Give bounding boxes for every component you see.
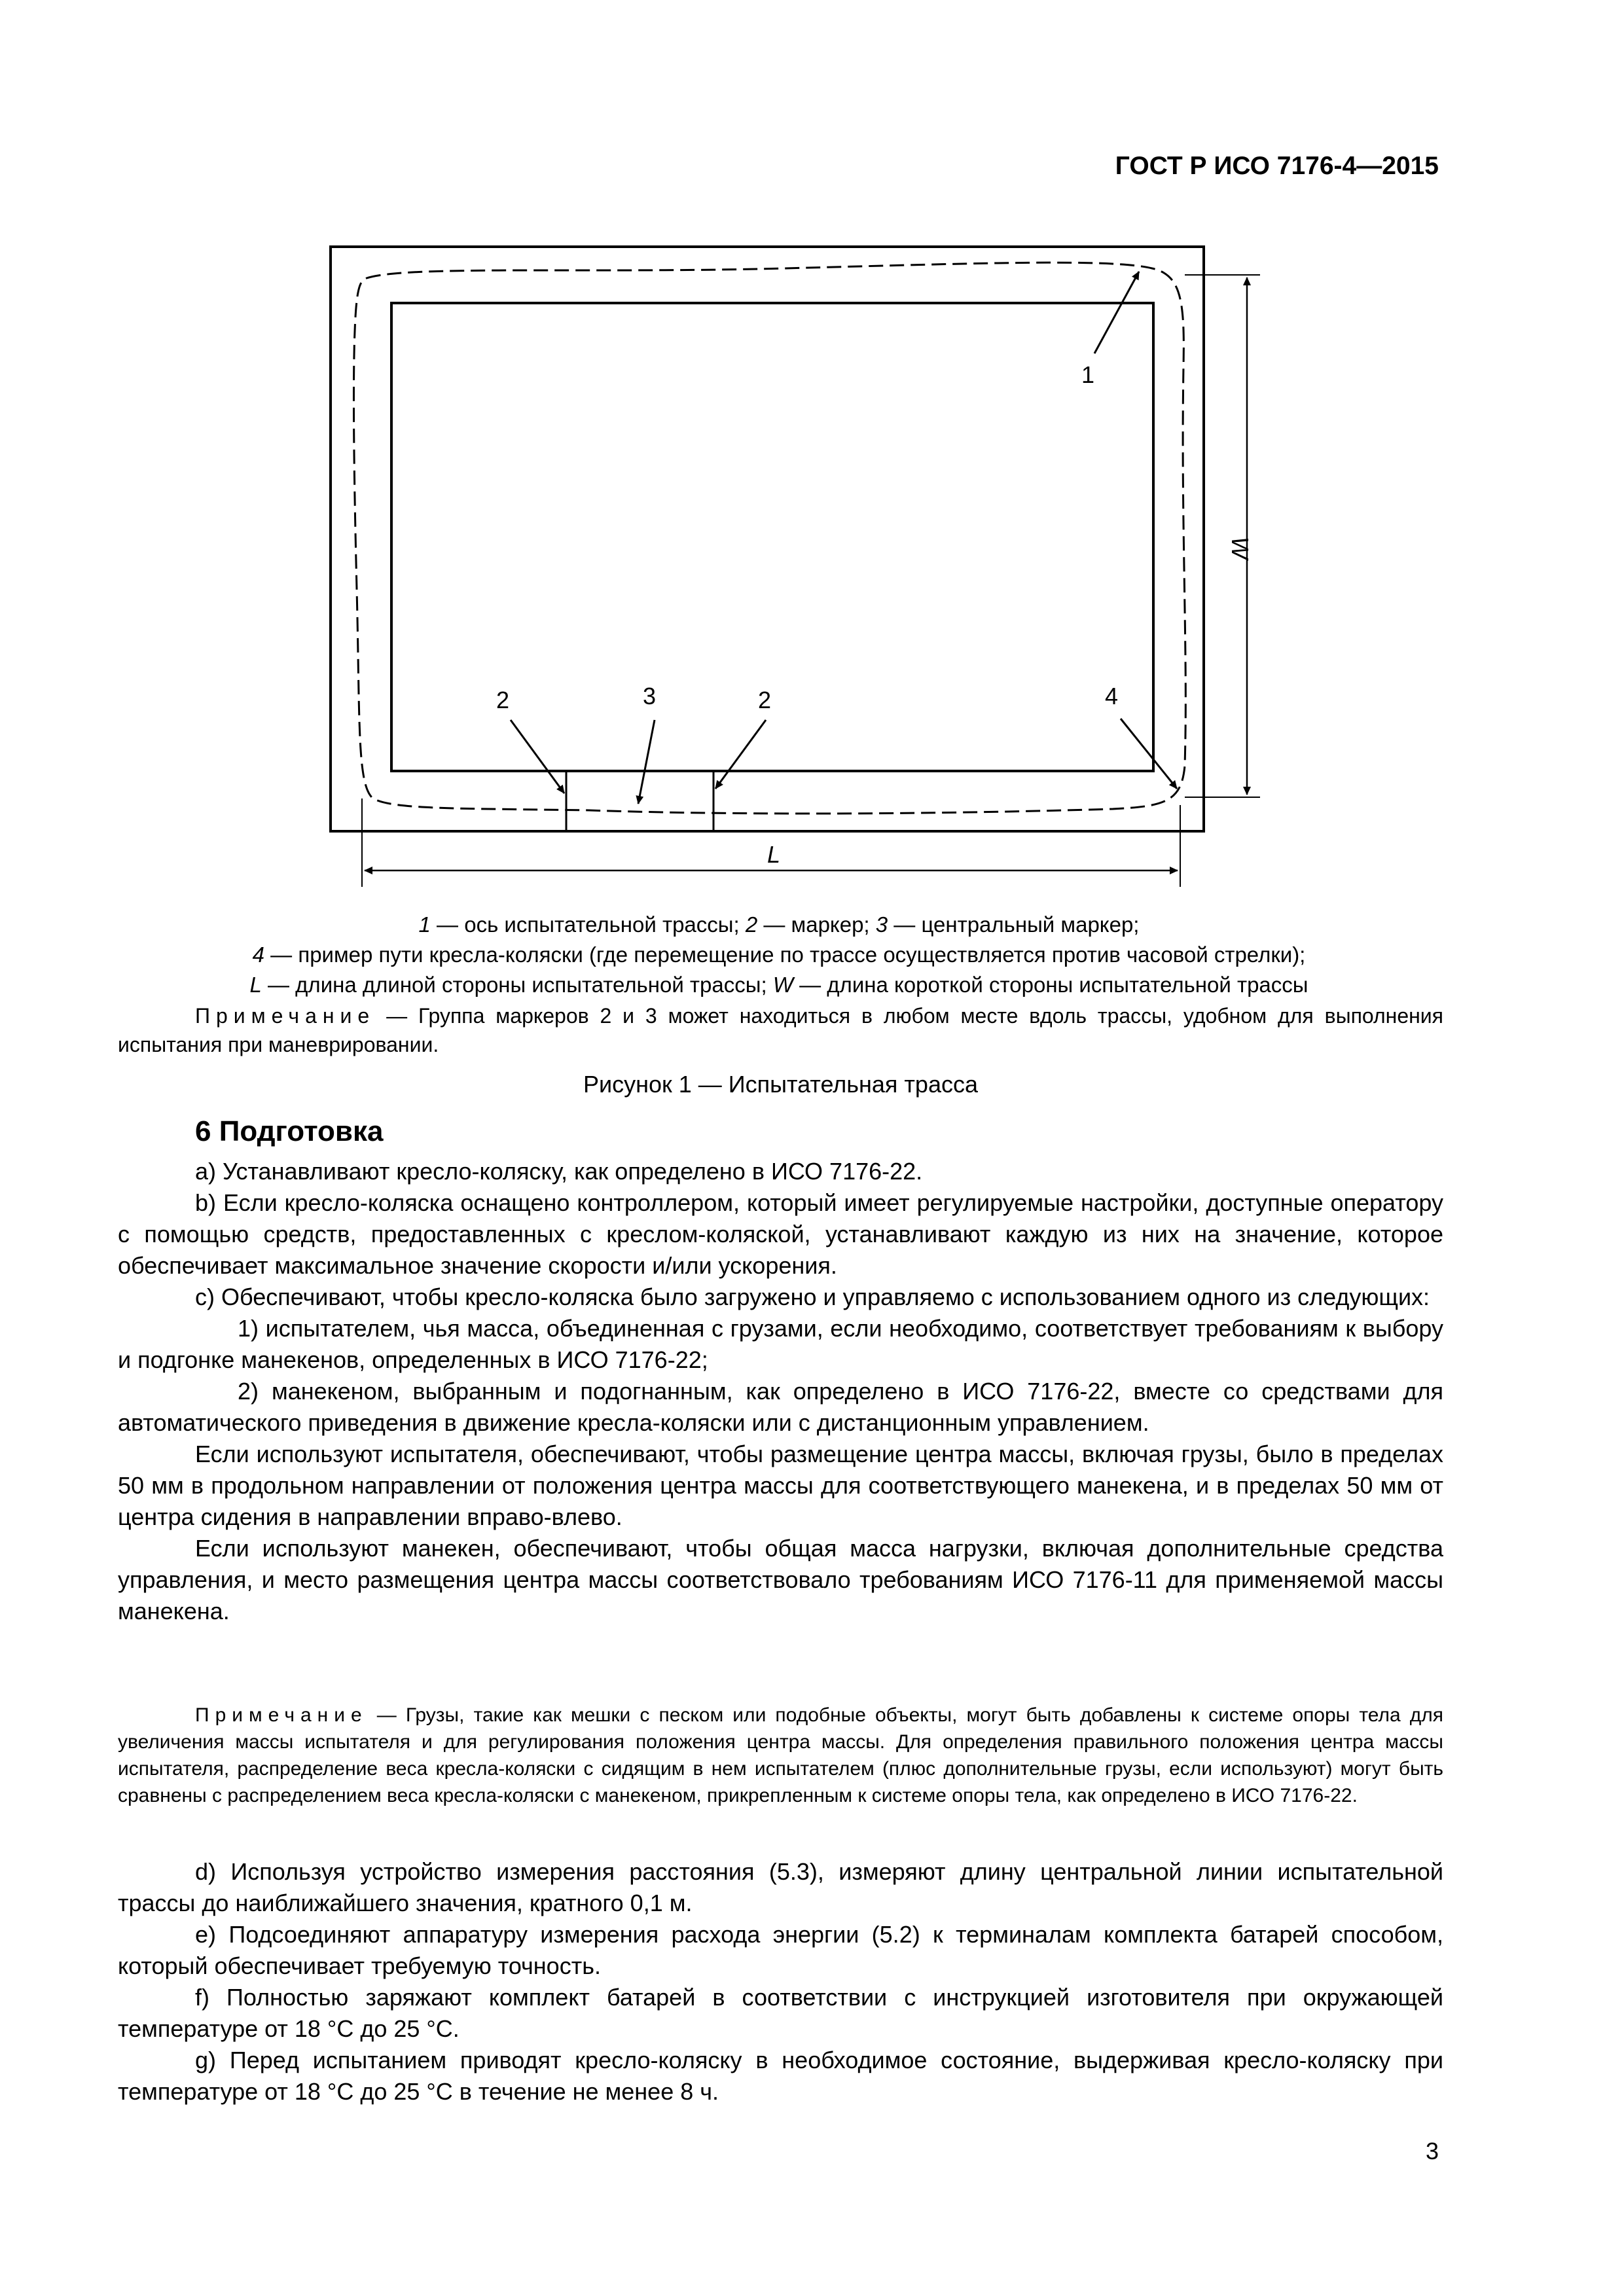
section-note-label: Примечание (195, 1704, 368, 1726)
figure-note-text: — Группа маркеров 2 и 3 может находиться в любом месте вдоль трассы, удобном для выполнения испытания при маневрировании. (118, 1004, 1443, 1056)
label-1: 1 (1081, 361, 1095, 388)
label-4: 4 (1105, 683, 1119, 709)
test-track-figure (0, 0, 1624, 916)
figure-note (118, 1001, 1443, 1059)
figure-note-label: Примечание (195, 1004, 376, 1028)
leader-3 (638, 720, 655, 804)
section-title: 6 Подготовка (195, 1115, 384, 1147)
leader-2-left (511, 720, 564, 793)
paragraph-c: c) Обеспечивают, чтобы кресло-коляска было загружено и управляемо с использованием одного из следующих: (195, 1283, 1430, 1310)
figure-legend (118, 910, 1440, 1000)
page-number: 3 (1425, 2138, 1439, 2164)
legend-line-3: L — длина длиной стороны испытательной трассы; W — длина короткой стороны испытательной трассы (249, 973, 1308, 997)
sub-item-2: 2) манекеном, выбранным и подогнанным, как определено в ИСО 7176-22, вместе со средствами для автоматического приведения в движение кресла-коляски или с дистанционным управлением. (118, 1378, 1443, 1436)
leader-4 (1121, 719, 1177, 789)
legend-line-2: 4 — пример пути кресла-коляски (где перемещение по трассе осуществляется против часовой стрелки); (252, 942, 1306, 967)
figure-caption: Рисунок 1 — Испытательная трасса (583, 1071, 978, 1098)
paragraph-g: g) Перед испытанием приводят кресло-коляску в необходимое состояние, выдерживая кресло-коляску при температуре от 18 °C до 25 °C в течение не менее 8 ч. (118, 2047, 1443, 2105)
leader-1 (1094, 272, 1139, 353)
paragraph-b: b) Если кресло-коляска оснащено контроллером, который имеет регулируемые настройки, доступные оператору с помощью средств, предоставленных с креслом-коляской, устанавливают каждую из них на значение, которое обеспечивает максимальное значение скорости и/или ускорения. (118, 1189, 1443, 1279)
sub-item-1: 1) испытателем, чья масса, объединенная с грузами, если необходимо, соответствует требованиям к выбору и подгонке манекенов, определенных в ИСО 7176-22; (118, 1315, 1443, 1373)
label-3: 3 (643, 683, 657, 709)
section-note (118, 1702, 1443, 1809)
paragraph-d: d) Используя устройство измерения расстояния (5.3), измеряют длину центральной линии испытательной трассы до наиближайшего значения, кратного 0,1 м. (118, 1858, 1443, 1916)
label-2-left: 2 (496, 687, 510, 713)
label-W: W (1227, 537, 1254, 559)
label-L: L (767, 841, 781, 868)
outer-boundary (331, 247, 1204, 831)
section-note-text: — Грузы, такие как мешки с песком или подобные объекты, могут быть добавлены к системе опоры тела для увеличения массы испытателя и для регулирования положения центра массы. Для определения правильного положения центра массы испытателя, распределение веса кресла-коляски с сидящим в нем испытателем (плюс дополнительные грузы, если используют) могут быть сравнены с распределением веса кресла-коляски с манекеном, прикрепленным к системе опоры тела, как определено в ИСО 7176-22. (118, 1704, 1443, 1806)
paragraph-e: e) Подсоединяют аппаратуру измерения расхода энергии (5.2) к терминалам комплекта батарей способом, который обеспечивает требуемую точность. (118, 1921, 1443, 1979)
paragraph-f: f) Полностью заряжают комплект батарей в соответствии с инструкцией изготовителя при окружающей температуре от 18 °C до 25 °C. (118, 1984, 1443, 2042)
section-body-1 (118, 1156, 1443, 1627)
paragraph-a: a) Устанавливают кресло-коляску, как определено в ИСО 7176-22. (195, 1158, 923, 1185)
document-header: ГОСТ Р ИСО 7176-4—2015 (1115, 152, 1439, 180)
legend-line-1: 1 — ось испытательной трассы; 2 — маркер; 3 — центральный маркер; (418, 912, 1140, 937)
wheelchair-path (353, 262, 1185, 814)
paragraph-dummy: Если используют манекен, обеспечивают, чтобы общая масса нагрузки, включая дополнительные средства управления, и место размещения центра массы соответствовало требованиям ИСО 7176-11 для применяемой массы манекена. (118, 1535, 1443, 1624)
paragraph-tester: Если используют испытателя, обеспечивают, чтобы размещение центра массы, включая грузы, было в пределах 50 мм в продольном направлении от положения центра массы для соответствующего манекена, и в пределах 50 мм от центра сидения в направлении вправо-влево. (118, 1441, 1443, 1530)
section-body-2 (118, 1856, 1443, 2108)
label-2-right: 2 (758, 687, 772, 713)
leader-2-right (715, 720, 766, 789)
